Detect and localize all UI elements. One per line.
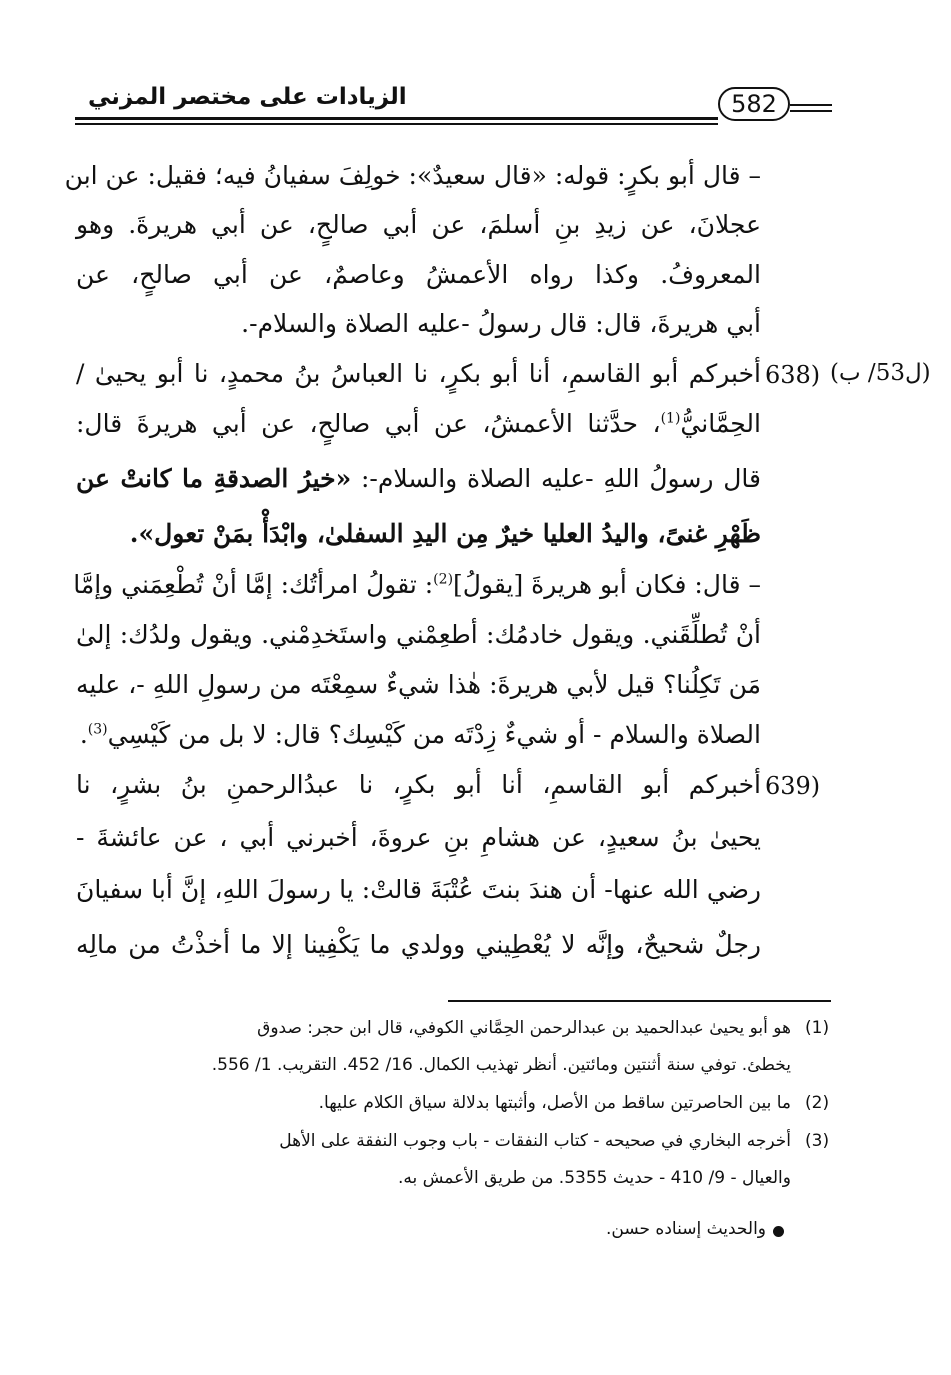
running-title: الزيادات على مختصر المزني xyxy=(88,84,407,110)
h638-line-3-intro: قال رسولُ اللهِ -عليه الصلاة والسلام-: xyxy=(351,464,761,493)
para3-line-1 xyxy=(73,570,761,599)
para3-line-4 xyxy=(76,722,761,747)
para3-line-3: مَن تَكِلُنا؟ قيل لأبي هريرةَ: هٰذا شيءٌ سمِعْتَه من رسولِ اللهِ -، عليه xyxy=(76,670,761,699)
footnote-3-line-1: أخرجه البخاري في صحيحه - كتاب النفقات - باب وجوب النفقة على الأهل xyxy=(279,1131,791,1151)
footnote-1-line-2: يخطئ. توفي سنة أثنتين ومائتين. أنظر تهذيب الكمال. 16/ 452. التقريب. 1/ 556. xyxy=(211,1055,791,1075)
h638-line-1: أخبركم أبو القاسمِ، أنا أبو بكرٍ، نا العباسُ بنُ محمدٍ، نا أبو يحيىٰ / xyxy=(76,359,761,388)
header-rule-thin xyxy=(75,123,718,125)
para1-line-3: المعروفُ. وكذا رواه الأعمشُ وعاصمٌ، عن أبي صالحٍ، عن xyxy=(76,260,761,289)
h638-line-4: ظَهْرِ غنىً، واليدُ العليا خيرٌ مِن اليدِ السفلىٰ، وابْدَأْ بمَنْ تعول». xyxy=(129,519,761,548)
narrator-name: الحِمَّانيُّ xyxy=(680,409,761,438)
h639-line-4: رجلٌ شحيحٌ، وإنَّه لا يُعْطِيني وولدي ما يَكْفِينا إلا ما أخذْتُ من مالِه xyxy=(76,930,761,959)
h638-line-3 xyxy=(76,466,761,491)
h639-line-1: أخبركم أبو القاسمِ، أنا أبو بكرٍ، نا عبدُالرحمنِ بنُ بشرٍ، نا xyxy=(76,770,761,799)
para1-line-4: أبي هريرةَ، قال: قال رسولُ -عليه الصلاة والسلام-. xyxy=(241,309,761,338)
footnote-ref-1: (1) xyxy=(660,410,681,427)
footnote-note: والحديث إسناده حسن. xyxy=(605,1219,766,1239)
bullet-icon xyxy=(773,1226,784,1237)
para3-line-1b: : تقولُ امرأتُك: إمَّا أنْ تُطْعِمَني وإمَّا xyxy=(73,570,434,599)
h639-line-3: رضي الله عنها- أن هندَ بنتَ عُتْبَةَ قالتْ: يا رسولَ اللهِ، إنَّ أبا سفيانَ xyxy=(76,875,761,904)
header-rule-right-thin xyxy=(790,110,832,112)
para3-line-4b: . xyxy=(79,720,88,749)
para3-line-4a: الصلاة والسلام - أو شيءٌ زِدْتَه من كَيْسِك؟ قال: لا بل من كَيْسِي xyxy=(107,720,761,749)
hadith-number-638: 638) xyxy=(765,361,821,389)
footnote-2-line-1: ما بين الحاصرتين ساقط من الأصل، وأثبتها بدلالة سياق الكلام عليها. xyxy=(318,1093,791,1113)
footnote-3-line-2: والعيال - 9/ 410 - حديث 5355. من طريق الأعمش به. xyxy=(397,1168,791,1188)
footnote-ref-3: (3) xyxy=(87,721,108,738)
h639-line-2: يحيىٰ بنُ سعيدٍ، عن هشامِ بنِ عروةَ، أخبرني أبي ، عن عائشةَ - xyxy=(76,823,761,852)
h638-line-2 xyxy=(76,411,761,436)
header-rule-right xyxy=(790,104,832,106)
para1-line-2: عجلانَ، عن زيدِ بنِ أسلمَ، عن أبي صالحٍ، عن أبي هريرةَ. وهو xyxy=(76,210,761,239)
footnote-1-line-1: هو أبو يحيىٰ عبدالحميد بن عبدالرحمن الحِمَّاني الكوفي، قال ابن حجر: صدوق xyxy=(257,1018,791,1038)
footnote-1-number: (1) xyxy=(805,1018,830,1038)
h638-line-2-rest: ، حدَّثنا الأعمشُ، عن أبي صالحٍ، عن أبي هريرةَ قال: xyxy=(76,409,661,438)
footnote-ref-2: (2) xyxy=(433,571,454,588)
hadith-text-bold: «خيرُ الصدقةِ ما كانتْ عن xyxy=(76,464,352,493)
para3-line-2: أنْ تُطلِّقَني. ويقول خادمُك: أطعِمْني واستَخدِمْني. ويقول ولدُك: إلىٰ xyxy=(76,620,761,649)
footnote-3-number: (3) xyxy=(805,1131,830,1151)
header-rule xyxy=(75,117,718,120)
margin-manuscript-ref: (ل53/ ب) xyxy=(830,360,931,386)
para1-line-1: – قال أبو بكرٍ: قوله: «قال سعيدٌ»: خولِفَ سفيانُ فيه؛ فقيل: عن ابن xyxy=(64,161,761,190)
page-number: 582 xyxy=(718,87,790,121)
footnote-2-number: (2) xyxy=(805,1093,830,1113)
footnote-separator xyxy=(448,1000,831,1002)
para3-line-1a: – قال: فكان أبو هريرةَ [يقولُ] xyxy=(453,570,761,599)
hadith-number-639: 639) xyxy=(765,772,821,800)
